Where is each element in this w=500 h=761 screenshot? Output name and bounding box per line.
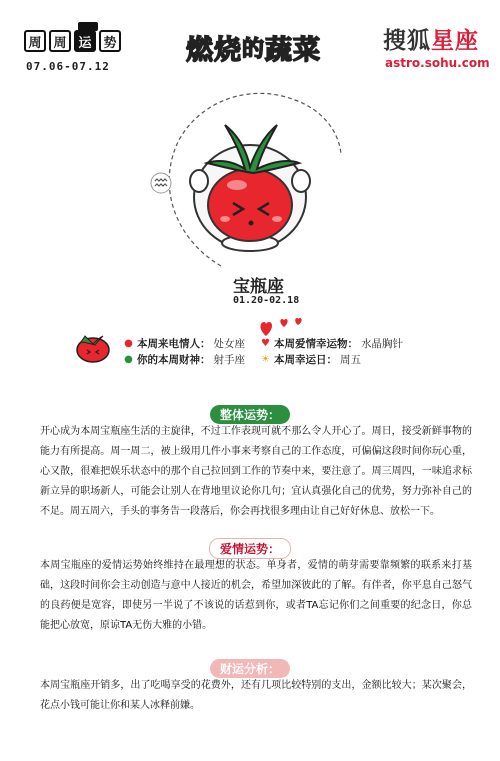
- wealth-god-label: 你的本周财神：: [137, 354, 211, 366]
- wealth-coin-icon: ●: [124, 354, 133, 365]
- lucky-day-label: 本周幸运日：: [274, 354, 337, 366]
- title-char-2: 烧: [214, 35, 240, 66]
- title-char-3: 的: [242, 37, 264, 62]
- sohu-url-link[interactable]: astro.sohu.com: [385, 56, 490, 70]
- logo-char-4: 势: [99, 30, 121, 52]
- heart-icon: ♥: [261, 338, 270, 349]
- overall-fortune-header: [0, 404, 500, 424]
- title-char-1: 燃: [186, 35, 212, 66]
- info-lucky-day: [260, 352, 361, 367]
- logo-char-2: 周: [49, 30, 71, 52]
- overall-fortune-title: 整体运势：: [210, 405, 290, 424]
- electric-lover-label: 本周来电情人：: [137, 338, 211, 350]
- wealth-analysis-title: 财运分析：: [210, 659, 290, 678]
- title-char-5: 菜: [293, 35, 320, 66]
- info-love-lucky-item: [260, 336, 403, 351]
- zodiac-sign-dates: 01.20-02.18: [233, 295, 300, 306]
- logo-tag-decoration: [78, 22, 98, 31]
- info-electric-lover: [123, 336, 245, 351]
- logo-char-3: 运: [74, 30, 96, 52]
- weekly-horoscope-logo: [24, 30, 121, 52]
- wealth-god-value: 射手座: [213, 354, 245, 366]
- love-lucky-item-value: 水晶胸针: [361, 338, 403, 350]
- aquarius-symbol-icon: [150, 172, 172, 194]
- page-title: [186, 28, 319, 67]
- love-fortune-text: 本周宝瓶座的爱情运势始终维持在最理想的状态。单身者，爱情的萌芽需要靠频繁的联系来打基础，这段时间你会主动创造与意中人接近的机会，希望加深彼此的了解。有伴者，你平息自己怒气的良药便是宽容，即使另一半说了不该说的话惹到你，或者TA忘记你们之间重要的纪念日，你总能把心放宽，原谅TA无伤大雅的小错。: [40, 560, 472, 631]
- lips-icon: ●: [124, 338, 133, 349]
- love-fortune-title: 爱情运势：: [209, 538, 291, 559]
- sohu-brand-text: 搜狐: [383, 28, 431, 54]
- electric-lover-value: 处女座: [213, 338, 245, 350]
- sohu-astro-logo[interactable]: [383, 22, 479, 55]
- tomato-mascot-illustration: [185, 115, 315, 255]
- wealth-analysis-text: 本周宝瓶座开销多，出了吃喝享受的花费外，还有几项比较特别的支出，金额比较大；某次聚会，花点小钱可能让你和某人冰释前嫌。: [40, 680, 472, 711]
- lucky-day-value: 周五: [340, 354, 361, 366]
- info-wealth-god: [123, 352, 245, 367]
- love-lucky-item-label: 本周爱情幸运物：: [274, 338, 358, 350]
- logo-char-1: 周: [24, 30, 46, 52]
- wealth-analysis-header: [0, 658, 500, 678]
- zodiac-sign-name: 宝瓶座: [233, 277, 284, 297]
- sun-icon: ☀: [261, 354, 270, 365]
- overall-fortune-text: 开心成为本周宝瓶座生活的主旋律，不过工作表现可就不那么令人开心了。周日，接受新鲜事物的能力有所提高。周一周二，被上级用几件小事来考察自己的工作态度，可偏偏这段时间你玩心重，心又散，很难把娱乐状态中的那个自己拉回到工作的节奏中来，要注意了。周三周四，一味追求标新立异的职场新人，可能会让别人在背地里议论你几句；宜认真强化自己的优势，努力弥补自己的不足。周五周六，手头的事务告一段落后，你会再找很多理由让自己好好休息、放松一下。: [40, 426, 472, 517]
- title-char-4: 蔬: [265, 35, 292, 66]
- sohu-accent-text: 星座: [431, 28, 479, 54]
- hearts-decoration: [258, 316, 306, 338]
- small-tomato-icon: [73, 330, 113, 364]
- date-range: 07.06-07.12: [26, 60, 110, 73]
